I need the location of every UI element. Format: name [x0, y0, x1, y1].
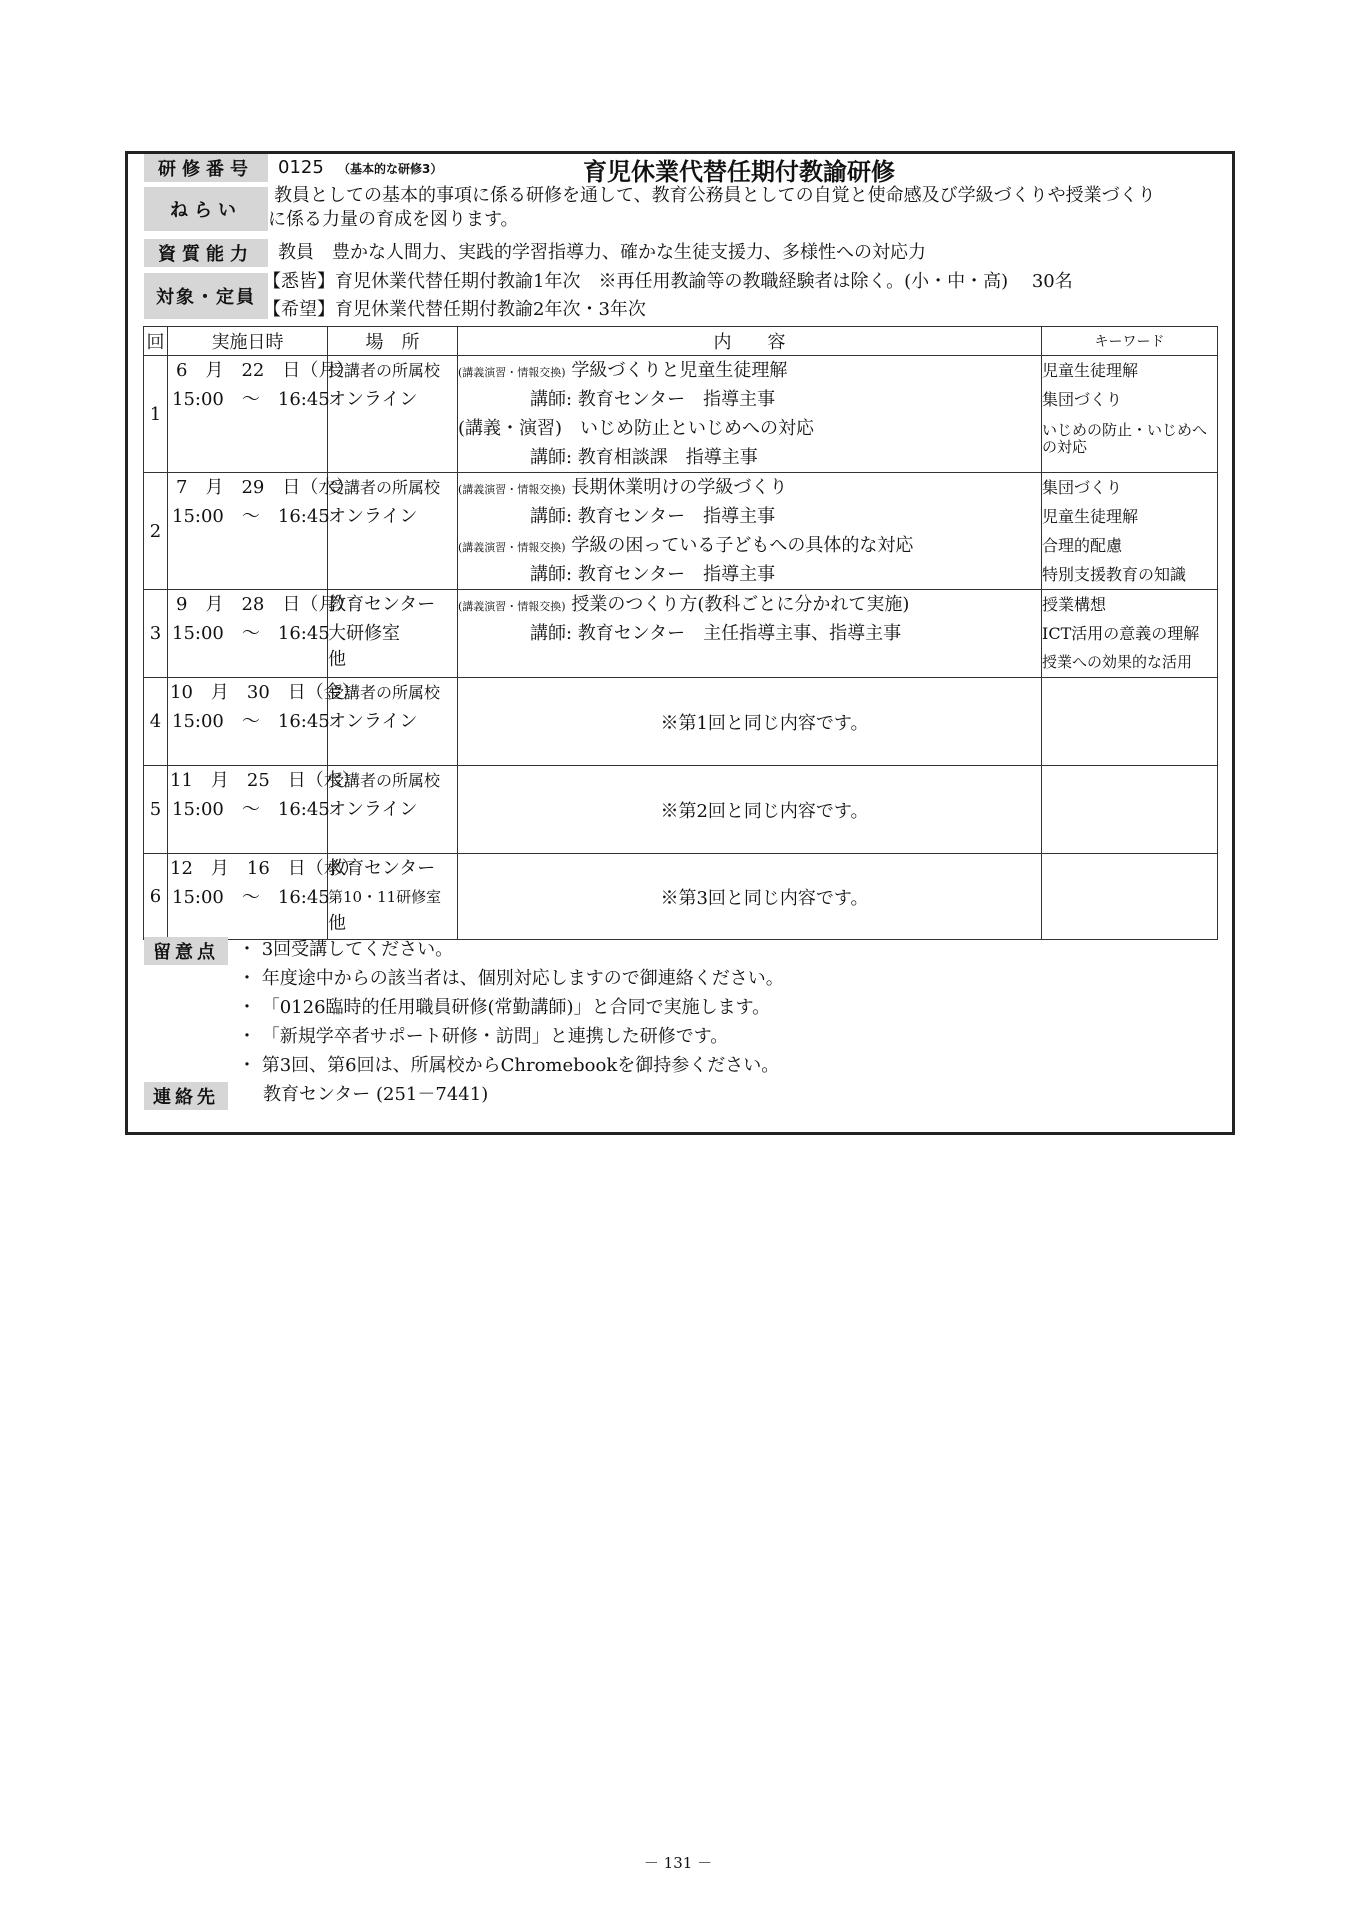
- content-cell: [458, 590, 1042, 678]
- round-number: 3: [144, 590, 168, 678]
- place-line: 受講者の所属校: [328, 771, 441, 790]
- schedule-table: [143, 326, 1218, 940]
- round-number: 5: [144, 766, 168, 854]
- content-text: 授業のつくり方(教科ごとに分かれて実施): [571, 594, 910, 615]
- place-line: 受講者の所属校: [328, 361, 441, 380]
- round-number: 6: [144, 854, 168, 940]
- keyword: 児童生徒理解: [1042, 507, 1139, 526]
- place-cell: [328, 854, 458, 940]
- keyword: 集団づくり: [1042, 390, 1123, 409]
- keyword: いじめの防止・いじめへの対応: [1042, 421, 1208, 456]
- place-line: 教育センター: [328, 594, 436, 615]
- place-cell: [328, 590, 458, 678]
- place-line: オンライン: [328, 506, 418, 527]
- place-line: 他: [328, 913, 346, 934]
- place-line: 他: [328, 649, 346, 670]
- table-row: [144, 590, 1218, 678]
- content-text: 講師: 教育センター 主任指導主事、指導主事: [530, 623, 902, 644]
- content-text: 講師: 教育センター 指導主事: [530, 564, 776, 585]
- content-tag: (講義演習・情報交換): [458, 600, 566, 613]
- header-date: 実施日時: [168, 327, 328, 356]
- round-number: 2: [144, 473, 168, 590]
- table-row: [144, 766, 1218, 854]
- keyword: 授業への効果的な活用: [1042, 653, 1193, 671]
- place-cell: [328, 766, 458, 854]
- note-item: ・ 3回受講してください。: [238, 939, 454, 960]
- keyword-cell: [1042, 473, 1218, 590]
- table-row: [144, 473, 1218, 590]
- date-line: 10 月 30 日（金）: [170, 682, 360, 703]
- time-line: 15:00 ～ 16:45: [172, 623, 330, 644]
- keyword: 特別支援教育の知識: [1042, 565, 1187, 584]
- header-keyword: キーワード: [1042, 327, 1218, 356]
- contact-text: 教育センター (251－7441): [263, 1084, 489, 1105]
- date-line: 9 月 28 日（月）: [176, 594, 355, 615]
- time-line: 15:00 ～ 16:45: [172, 887, 330, 908]
- note-item: ・ 年度途中からの該当者は、個別対応しますので御連絡ください。: [238, 968, 784, 989]
- keyword-cell: [1042, 590, 1218, 678]
- place-line: 受講者の所属校: [328, 478, 441, 497]
- table-row: [144, 854, 1218, 940]
- content-tag: (講義演習・情報交換): [458, 483, 566, 496]
- content-cell: ※第1回と同じ内容です。: [458, 678, 1042, 766]
- keyword: 集団づくり: [1042, 478, 1123, 497]
- place-line: オンライン: [328, 389, 418, 410]
- training-sheet: [125, 151, 1235, 1135]
- place-cell: [328, 678, 458, 766]
- training-title: 育児休業代替任期付教諭研修: [583, 158, 895, 186]
- date-line: 12 月 16 日（水）: [170, 858, 360, 879]
- header-content: 内 容: [458, 327, 1042, 356]
- target-line-1: 【悉皆】育児休業代替任期付教諭1年次 ※再任用教諭等の教職経験者は除く。(小・中・高) 30名: [263, 271, 1073, 292]
- time-line: 15:00 ～ 16:45: [172, 711, 330, 732]
- content-cell: [458, 356, 1042, 473]
- place-line: 受講者の所属校: [328, 683, 441, 702]
- table-row: [144, 356, 1218, 473]
- date-cell: [168, 678, 360, 766]
- page-number: － 131 －: [643, 1854, 713, 1872]
- round-number: 1: [144, 356, 168, 473]
- training-code: 0125: [278, 157, 324, 178]
- note-item: ・ 第3回、第6回は、所属校からChromebookを御持参ください。: [238, 1055, 780, 1076]
- aim-label: ねらい: [144, 187, 268, 231]
- date-cell: [168, 473, 355, 590]
- place-line: 大研修室: [328, 623, 400, 644]
- training-category: （基本的な研修3）: [338, 162, 443, 176]
- content-cell: [458, 473, 1042, 590]
- keyword-cell: [1042, 356, 1218, 473]
- date-line: 6 月 22 日（月）: [176, 360, 355, 381]
- content-cell: ※第2回と同じ内容です。: [458, 766, 1042, 854]
- number-label: 研修番号: [144, 154, 268, 182]
- content-text: (講義・演習) いじめ防止といじめへの対応: [458, 418, 815, 439]
- table-row: [144, 678, 1218, 766]
- date-line: 11 月 25 日（水）: [170, 770, 360, 791]
- content-tag: (講義演習・情報交換): [458, 366, 566, 379]
- date-cell: [168, 356, 355, 473]
- date-cell: [168, 766, 360, 854]
- ability-text: 教員 豊かな人間力、実践的学習指導力、確かな生徒支援力、多様性への対応力: [278, 242, 926, 263]
- content-text: 学級の困っている子どもへの具体的な対応: [571, 535, 914, 556]
- place-line: 教育センター: [328, 858, 436, 879]
- keyword: 合理的配慮: [1042, 536, 1123, 555]
- keyword: 児童生徒理解: [1042, 361, 1139, 380]
- content-text: 長期休業明けの学級づくり: [571, 477, 788, 498]
- date-line: 7 月 29 日（水）: [176, 477, 355, 498]
- keyword-cell: [1042, 854, 1218, 940]
- note-item: ・ 「0126臨時的任用職員研修(常勤講師)」と合同で実施します。: [238, 997, 771, 1018]
- place-cell: [328, 356, 458, 473]
- content-cell: ※第3回と同じ内容です。: [458, 854, 1042, 940]
- aim-line-1: 教員としての基本的事項に係る研修を通して、教育公務員としての自覚と使命感及び学級づくりや授業づくり: [274, 185, 1156, 206]
- target-line-2: 【希望】育児休業代替任期付教諭2年次・3年次: [263, 299, 646, 320]
- notes-label: 留意点: [144, 937, 228, 965]
- aim-line-2: に係る力量の育成を図ります。: [268, 209, 519, 230]
- header-place: 場 所: [328, 327, 458, 356]
- date-cell: [168, 854, 360, 940]
- place-cell: [328, 473, 458, 590]
- ability-label: 資質能力: [144, 239, 268, 267]
- target-label: 対象・定員: [144, 273, 268, 319]
- note-item: ・ 「新規学卒者サポート研修・訪問」と連携した研修です。: [238, 1026, 729, 1047]
- contact-label: 連絡先: [144, 1082, 228, 1110]
- content-text: 講師: 教育相談課 指導主事: [530, 447, 758, 468]
- keyword-cell: [1042, 766, 1218, 854]
- place-line: 第10・11研修室: [328, 888, 442, 906]
- content-text: 学級づくりと児童生徒理解: [571, 360, 788, 381]
- content-tag: (講義演習・情報交換): [458, 541, 566, 554]
- content-text: 講師: 教育センター 指導主事: [530, 506, 776, 527]
- keyword: 授業構想: [1042, 595, 1107, 614]
- keyword-cell: [1042, 678, 1218, 766]
- keyword: ICT活用の意義の理解: [1042, 624, 1200, 643]
- time-line: 15:00 ～ 16:45: [172, 389, 330, 410]
- header-round: 回: [144, 327, 168, 356]
- time-line: 15:00 ～ 16:45: [172, 506, 330, 527]
- date-cell: [168, 590, 355, 678]
- place-line: オンライン: [328, 799, 418, 820]
- round-number: 4: [144, 678, 168, 766]
- table-header-row: [144, 327, 1218, 356]
- time-line: 15:00 ～ 16:45: [172, 799, 330, 820]
- content-text: 講師: 教育センター 指導主事: [530, 389, 776, 410]
- place-line: オンライン: [328, 711, 418, 732]
